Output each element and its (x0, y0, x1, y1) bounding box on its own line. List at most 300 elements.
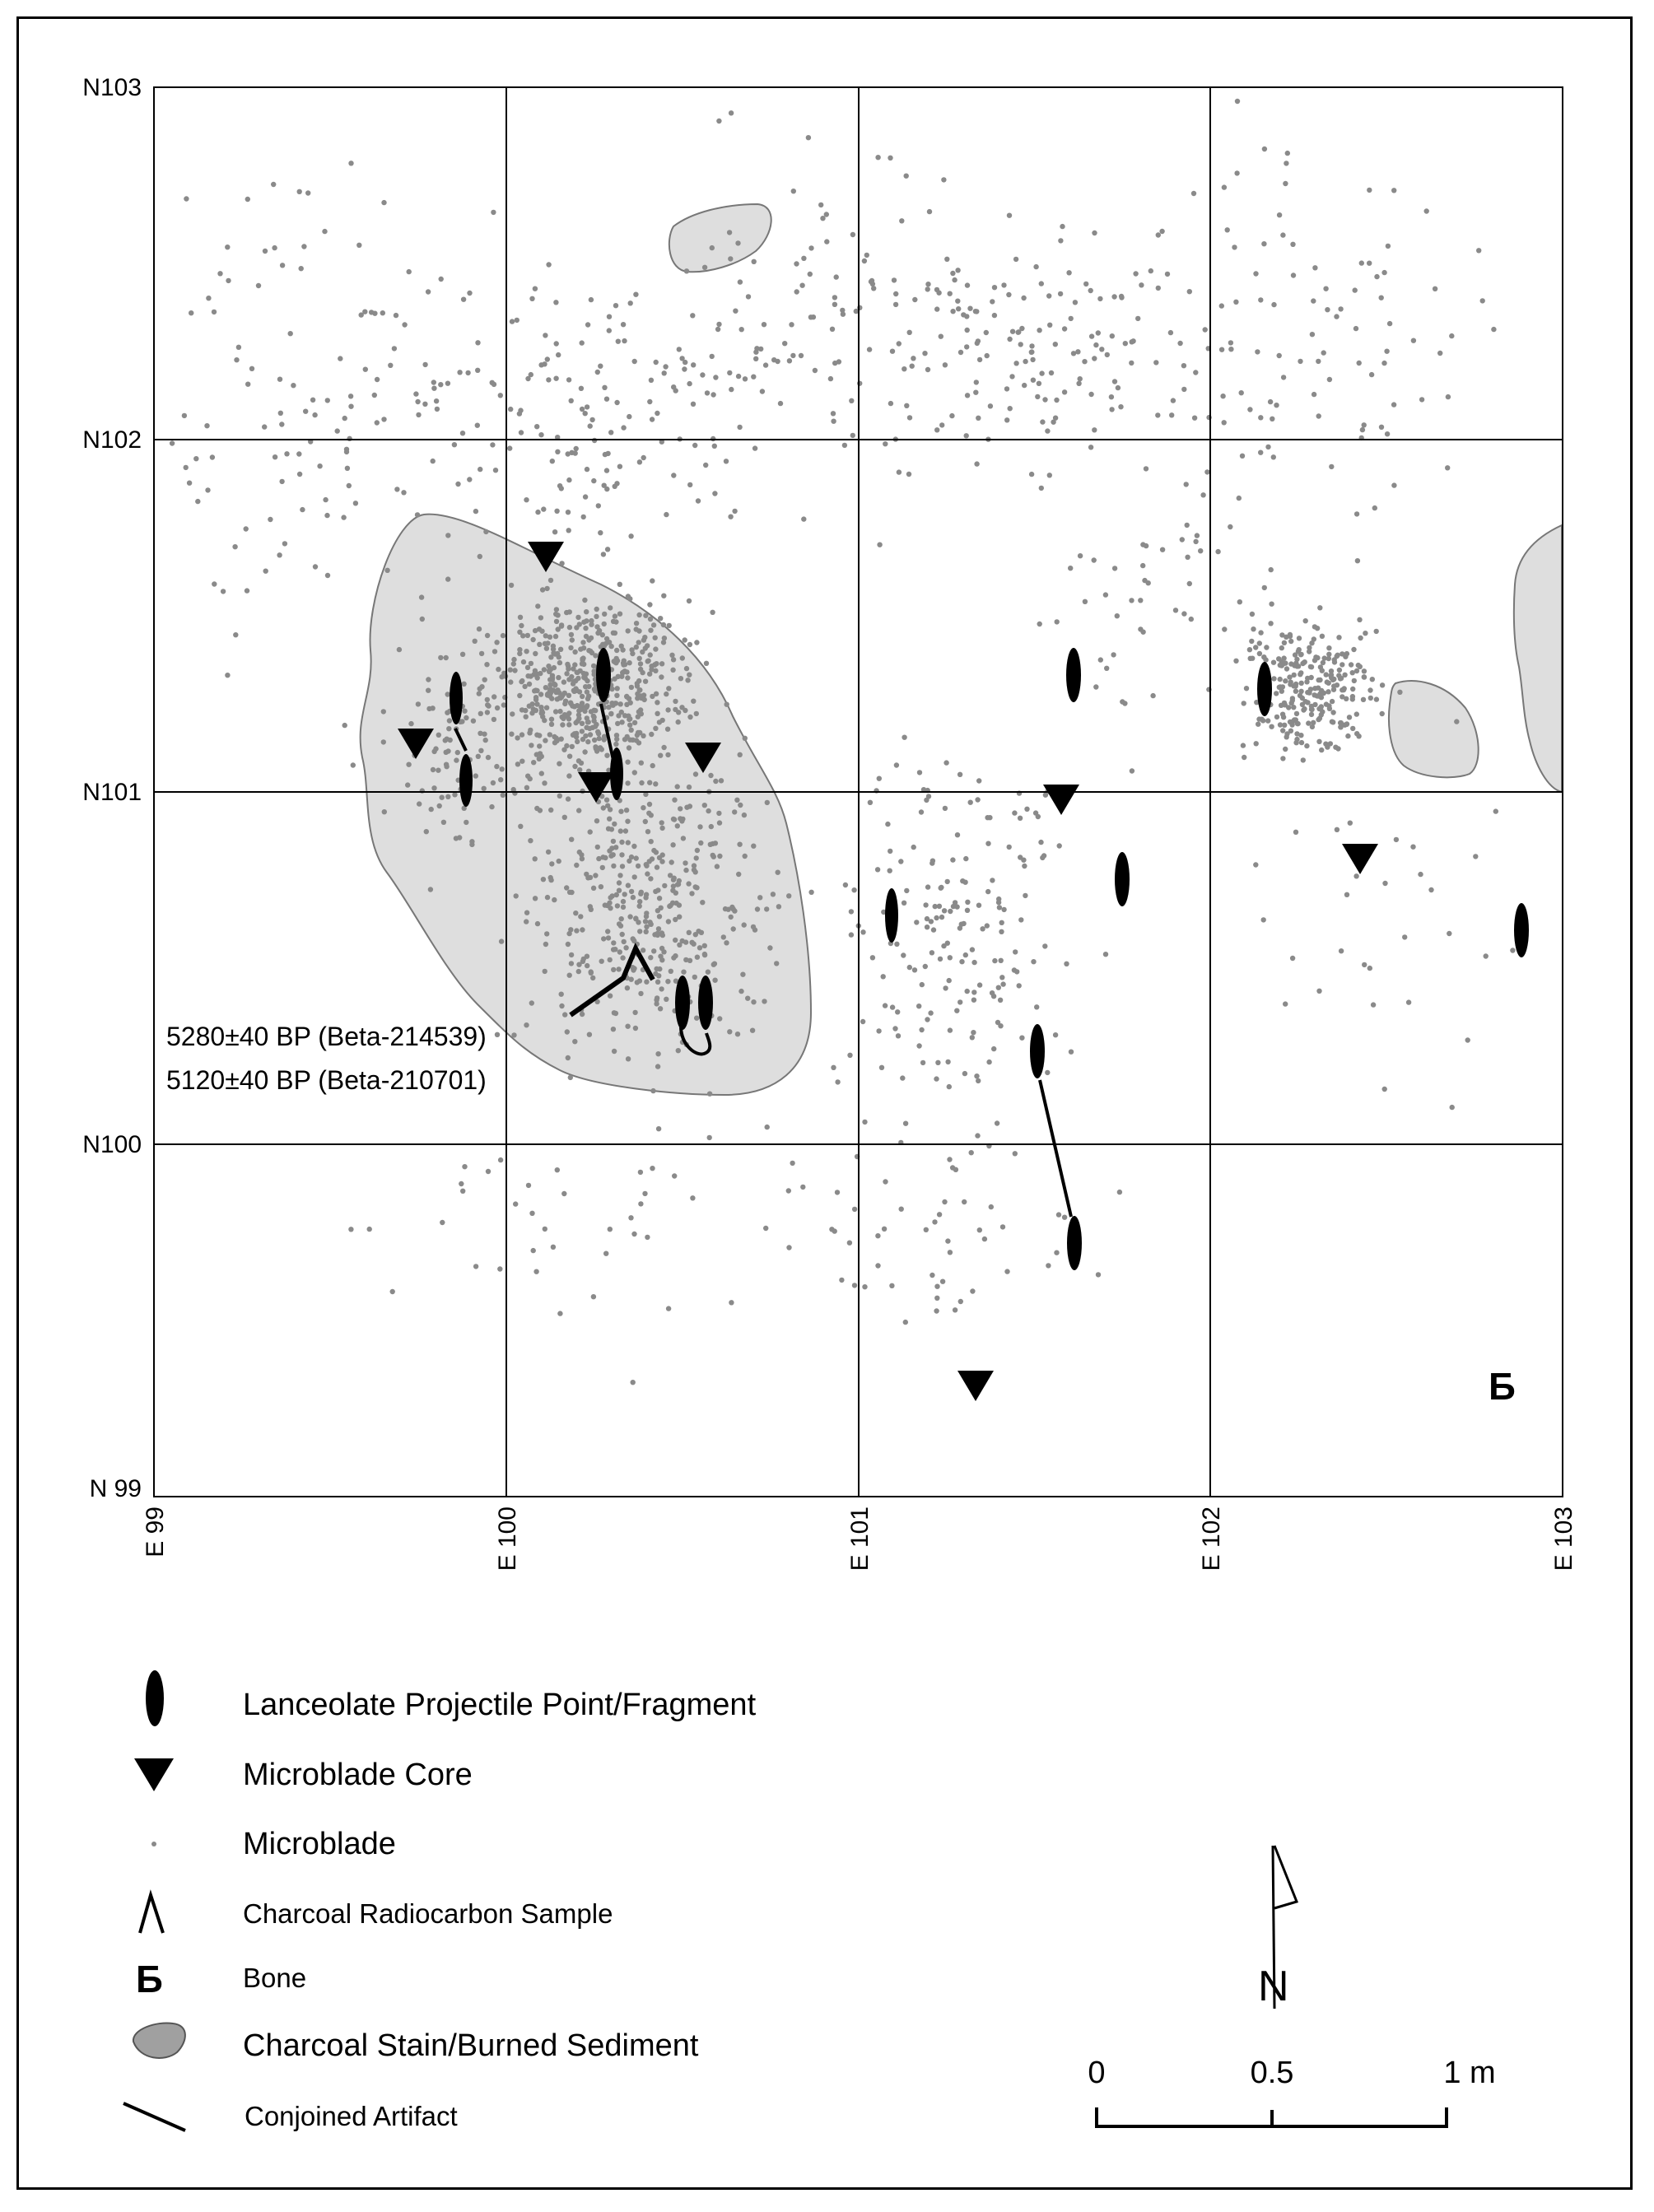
microblade-dot (640, 670, 645, 675)
microblade-dot (1111, 294, 1116, 299)
microblade-dot (485, 697, 490, 702)
microblade-dot (709, 824, 714, 829)
microblade-dot (1391, 402, 1396, 407)
microblade-dot (585, 739, 590, 744)
microblade-dot (616, 674, 621, 679)
microblade-dot (862, 1284, 867, 1289)
microblade-dot (1386, 244, 1391, 249)
microblade-dot (619, 916, 624, 921)
microblade-dot (1374, 629, 1379, 634)
microblade-dot (566, 942, 571, 947)
microblade-dot (1060, 224, 1065, 229)
microblade-dot (1329, 464, 1334, 469)
microblade-dot (535, 603, 540, 608)
microblade-dot (672, 817, 677, 822)
microblade-dot (662, 370, 667, 375)
microblade-dot (1357, 617, 1362, 622)
microblade-dot (633, 292, 638, 297)
microblade-dot (562, 712, 567, 717)
microblade-dot (912, 297, 917, 302)
microblade-dot (673, 938, 678, 943)
microblade-dot (955, 832, 960, 837)
projectile-point (1067, 1216, 1082, 1270)
microblade-dot (765, 800, 770, 805)
microblade-dot (611, 852, 616, 857)
microblade-dot (529, 743, 533, 747)
microblade-dot (672, 1173, 677, 1178)
microblade-dot (571, 666, 575, 671)
microblade-dot (1447, 931, 1451, 936)
microblade-dot (1340, 651, 1344, 656)
microblade-dot (1144, 466, 1148, 471)
label-e103: E 103 (1550, 1506, 1577, 1572)
microblade-dot (528, 838, 533, 843)
microblade-dot (636, 864, 641, 869)
microblade-dot (631, 1232, 636, 1236)
microblade-dot (524, 715, 529, 719)
microblade-dot (585, 678, 589, 683)
microblade-dot (717, 820, 722, 825)
microblade-dot (1038, 840, 1043, 845)
microblade-dot (1033, 264, 1038, 269)
microblade-dot (529, 296, 534, 301)
microblade-dot (731, 926, 736, 931)
microblade-dot (1391, 482, 1396, 487)
microblade-dot (419, 594, 424, 599)
microblade-dot (1319, 747, 1324, 752)
microblade-dot (1220, 394, 1225, 398)
microblade-dot (919, 809, 924, 814)
microblade-dot (574, 446, 579, 451)
microblade-dot (550, 459, 555, 463)
microblade-dot (559, 695, 564, 700)
microblade-dot (455, 750, 460, 755)
microblade-dot (508, 679, 513, 684)
microblade-dot (1380, 682, 1385, 687)
microblade-dot (647, 802, 652, 807)
microblade-dot (968, 800, 973, 805)
microblade-dot (653, 662, 658, 667)
microblade-dot (954, 1008, 959, 1013)
microblade-dot (1315, 626, 1320, 631)
microblade-dot (508, 407, 513, 412)
microblade-dot (904, 174, 909, 179)
microblade-dot (382, 809, 387, 814)
microblade-dot (599, 959, 604, 964)
microblade-dot (740, 972, 745, 977)
microblade-dot (939, 422, 944, 427)
microblade-dot (548, 578, 553, 583)
microblade-dot (1200, 492, 1205, 497)
microblade-dot (569, 837, 574, 842)
microblade-dot (1195, 533, 1200, 538)
microblade-dot (619, 719, 624, 724)
microblade-dot (1096, 330, 1101, 335)
microblade-dot (1271, 454, 1276, 459)
microblade-dot (1140, 630, 1145, 635)
microblade-dot (836, 359, 841, 364)
microblade-dot (999, 975, 1004, 980)
microblade-dot (694, 711, 699, 716)
microblade-dot (1484, 953, 1489, 958)
microblade-dot (1159, 229, 1164, 234)
microblade-dot (956, 306, 961, 311)
microblade-dot (801, 516, 806, 521)
microblade-dot (717, 854, 722, 859)
microblade-dot (1419, 397, 1424, 402)
microblade-dot (890, 349, 895, 354)
microblade-dot (641, 948, 645, 952)
microblade-dot (985, 353, 990, 358)
microblade-dot (1004, 1269, 1009, 1274)
microblade-dot (1042, 943, 1047, 948)
microblade-dot (348, 1227, 353, 1232)
microblade-dot (634, 621, 639, 626)
microblade-dot (1023, 359, 1027, 364)
microblade-dot (1168, 330, 1173, 335)
microblade-dot (611, 619, 616, 624)
microblade-dot (569, 961, 574, 966)
microblade-dot (643, 919, 648, 924)
microblade-dot (498, 1157, 503, 1162)
microblade-dot (510, 711, 515, 716)
microblade-dot (1031, 378, 1036, 383)
microblade-dot (634, 645, 639, 650)
microblade-dot (992, 958, 997, 963)
microblade-dot (583, 411, 588, 416)
microblade-dot (618, 828, 623, 833)
microblade-dot (631, 844, 636, 849)
microblade-dot (543, 333, 547, 338)
microblade-dot (597, 628, 602, 633)
microblade-dot (948, 291, 953, 296)
microblade-dot (1058, 291, 1063, 296)
microblade-dot (1269, 724, 1274, 729)
microblade-dot (697, 824, 702, 829)
microblade-dot (666, 1306, 671, 1311)
microblade-dot (1099, 347, 1104, 352)
microblade-dot (1262, 147, 1267, 151)
microblade-dot (1006, 292, 1011, 297)
microblade-dot (263, 569, 268, 574)
microblade-dot (1465, 1037, 1470, 1042)
microblade-dot (1240, 454, 1245, 459)
microblade-dot (687, 482, 692, 487)
microblade-dot (277, 377, 282, 382)
microblade-dot (1292, 663, 1297, 668)
microblade-dot (187, 481, 192, 486)
microblade-dot (416, 701, 421, 706)
microblade-dot (936, 291, 941, 296)
microblade-dot (604, 468, 609, 473)
microblade-dot (351, 762, 356, 767)
microblade-dot (582, 709, 587, 714)
microblade-dot (348, 404, 353, 409)
microblade-dot (1476, 248, 1481, 253)
microblade-dot (415, 399, 420, 404)
microblade-dot (911, 845, 916, 850)
microblade-dot (883, 1179, 888, 1184)
microblade-dot (1000, 981, 1005, 986)
microblade-dot (1353, 873, 1358, 878)
microblade-dot (683, 708, 687, 713)
microblade-dot (1189, 617, 1194, 622)
microblade-dot (923, 964, 928, 969)
microblade-dot (916, 1004, 921, 1008)
microblade-dot (534, 424, 539, 429)
microblade-dot (762, 322, 766, 327)
microblade-dot (650, 417, 655, 421)
microblade-dot (498, 393, 503, 398)
microblade-dot (628, 300, 633, 305)
microblade-dot (690, 313, 695, 318)
microblade-dot (416, 412, 421, 417)
microblade-dot (554, 619, 559, 624)
microblade-dot (394, 313, 398, 318)
microblade-dot (713, 375, 718, 380)
microblade-dot (517, 411, 522, 416)
microblade-dot (1043, 793, 1048, 798)
microblade-dot (1290, 956, 1295, 961)
microblade-dot (546, 377, 551, 382)
microblade-dot (870, 955, 875, 960)
microblade-dot (679, 818, 684, 823)
microblade-dot (533, 628, 538, 633)
microblade-dot (492, 717, 496, 722)
microblade-dot (953, 1307, 957, 1312)
microblade-dot (561, 1191, 566, 1196)
microblade-dot (657, 719, 662, 724)
microblade-dot (724, 459, 729, 463)
microblade-dot (943, 985, 948, 990)
microblade-dot (925, 367, 930, 372)
microblade-dot (356, 243, 361, 248)
microblade-dot (650, 1166, 655, 1171)
microblade-dot (508, 668, 513, 673)
microblade-dot (538, 692, 543, 696)
microblade-dot (660, 852, 665, 857)
microblade-dot (622, 338, 627, 343)
microblade-dot (686, 881, 691, 886)
microblade-dot (543, 969, 547, 974)
microblade-dot (1274, 691, 1279, 696)
projectile-point (885, 888, 898, 943)
microblade-dot (1321, 350, 1326, 355)
microblade-dot (1055, 619, 1060, 624)
microblade-dot (594, 607, 599, 612)
microblade-dot (1302, 706, 1307, 711)
microblade-dot (1298, 672, 1302, 677)
northing-labels (82, 74, 142, 1502)
microblade-dot (436, 733, 441, 738)
microblade-dot (338, 356, 342, 361)
microblade-dot (611, 631, 616, 636)
microblade-dot (683, 957, 688, 962)
microblade-dot (763, 362, 768, 367)
microblade-dot (752, 927, 757, 932)
microblade-dot (1193, 370, 1198, 375)
microblade-dot (1372, 505, 1377, 510)
microblade-dot (992, 313, 997, 318)
microblade-dot (1349, 662, 1353, 667)
microblade-dot (575, 670, 580, 675)
microblade-dot (407, 269, 412, 274)
microblade-dot (673, 953, 678, 958)
microblade-dot (649, 732, 654, 737)
microblade-dot (1265, 718, 1270, 723)
microblade-dot (953, 900, 957, 905)
microblade-dot (569, 952, 574, 957)
microblade-dot (523, 708, 528, 713)
conjoined-line-3 (1040, 1080, 1071, 1217)
microblade-dot (1093, 684, 1098, 689)
projectile-point (450, 672, 463, 724)
microblade-dot (1326, 681, 1331, 686)
microblade-dot (1185, 523, 1190, 528)
microblade-dot (567, 754, 572, 759)
microblade-dot (657, 896, 662, 901)
microblade-dot (225, 673, 230, 678)
microblade-dot (927, 209, 932, 214)
microblade-dot (914, 920, 919, 924)
microblade-dot (170, 440, 175, 445)
microblade-dot (569, 398, 574, 403)
microblade-dot (604, 397, 609, 402)
microblade-dot (482, 678, 487, 682)
legend-microblade-core-icon (134, 1758, 174, 1791)
microblade-dot (611, 839, 616, 844)
microblade-dot (1358, 664, 1363, 669)
microblade-dot (991, 1046, 996, 1051)
microblade-dot (737, 425, 742, 430)
microblade-dot (263, 249, 268, 254)
microblade-dot (1261, 917, 1266, 922)
microblade-dot (1330, 710, 1335, 715)
microblade-dot (828, 376, 833, 381)
legend-microblade-core-label: Microblade Core (243, 1758, 473, 1792)
microblade-dot (1031, 959, 1036, 964)
microblade-dot (1318, 691, 1323, 696)
microblade-dot (613, 303, 618, 308)
microblade-dot (375, 420, 380, 425)
microblade-dot (1092, 356, 1097, 361)
microblade-dot (1017, 983, 1022, 988)
microblade-dot (941, 177, 946, 182)
microblade-dot (577, 767, 582, 772)
microblade-dot (696, 498, 701, 503)
microblade-dot (1054, 1250, 1059, 1255)
microblade-dot (771, 357, 776, 362)
microblade-dot (669, 859, 674, 864)
microblade-dot (1062, 389, 1067, 394)
microblade-dot (611, 864, 616, 869)
microblade-dot (896, 1033, 901, 1038)
microblade-dot (1370, 677, 1375, 682)
microblade-dot (622, 737, 627, 742)
microblade-dot (617, 612, 622, 617)
microblade-dot (1096, 1272, 1101, 1277)
microblade-dot (561, 747, 566, 752)
microblade-dot (1353, 326, 1358, 331)
microblade-dot (912, 967, 917, 972)
microblade-dot (595, 729, 600, 734)
microblade-dot (1338, 306, 1343, 311)
microblade-dot (849, 398, 854, 403)
microblade-dot (1021, 296, 1026, 300)
label-e99: E 99 (142, 1506, 169, 1558)
microblade-dot (580, 1012, 585, 1017)
microblade-dot (676, 1048, 681, 1053)
microblade-dot (1219, 347, 1224, 352)
microblade-dot (417, 801, 422, 806)
microblade-dot (559, 1004, 564, 1008)
microblade-dot (850, 433, 855, 438)
microblade-dot (189, 310, 193, 315)
microblade-dot (564, 671, 569, 676)
label-n100: N100 (82, 1131, 142, 1158)
microblade-dot (1119, 294, 1124, 299)
microblade-dot (644, 929, 649, 934)
microblade-dot (608, 605, 613, 610)
microblade-dot (1280, 728, 1285, 733)
microblade-dot (406, 762, 411, 767)
microblade-dot (1381, 270, 1386, 275)
microblade-dot (1253, 862, 1258, 867)
microblade-dot (738, 279, 743, 284)
microblade-dot (945, 1238, 950, 1243)
microblade-dot (617, 949, 622, 954)
microblade-dot (736, 872, 741, 877)
microblade-dot (727, 370, 732, 375)
microblade-dot (647, 780, 652, 785)
microblade-dot (621, 660, 626, 665)
microblade-dot (388, 363, 393, 368)
microblade-dot (1010, 329, 1015, 334)
microblade-dot (1380, 711, 1385, 716)
microblade-dot (585, 467, 589, 472)
microblade-dot (300, 507, 305, 512)
microblade-dot (700, 372, 705, 377)
microblade-dot (1331, 687, 1336, 692)
microblade-dot (297, 189, 302, 194)
microblade-dot (875, 867, 880, 872)
microblade-dot (659, 661, 664, 666)
microblade-dot (1228, 347, 1233, 352)
microblade-dot (1301, 660, 1306, 665)
microblade-dot (693, 932, 698, 937)
microblade-dot (545, 356, 550, 361)
microblade-dot (670, 668, 675, 673)
microblade-dot (553, 376, 558, 381)
microblade-dot (1257, 651, 1262, 656)
microblade-dot (708, 773, 713, 778)
microblade-dot (271, 182, 276, 187)
microblade-dot (604, 798, 609, 803)
microblade-dot (999, 920, 1004, 925)
microblade-dot (675, 823, 680, 828)
microblade-dot (580, 340, 585, 345)
microblade-dot (1339, 948, 1344, 953)
microblade-dot (786, 893, 791, 898)
microblade-dot (572, 650, 577, 654)
microblade-dot (477, 691, 482, 696)
microblade-dot (995, 1120, 999, 1125)
microblade-dot (1140, 542, 1145, 547)
microblade-dot (1177, 341, 1182, 346)
microblade-dot (557, 660, 562, 665)
microblade-dot (659, 859, 664, 864)
microblade-dot (1173, 608, 1178, 612)
